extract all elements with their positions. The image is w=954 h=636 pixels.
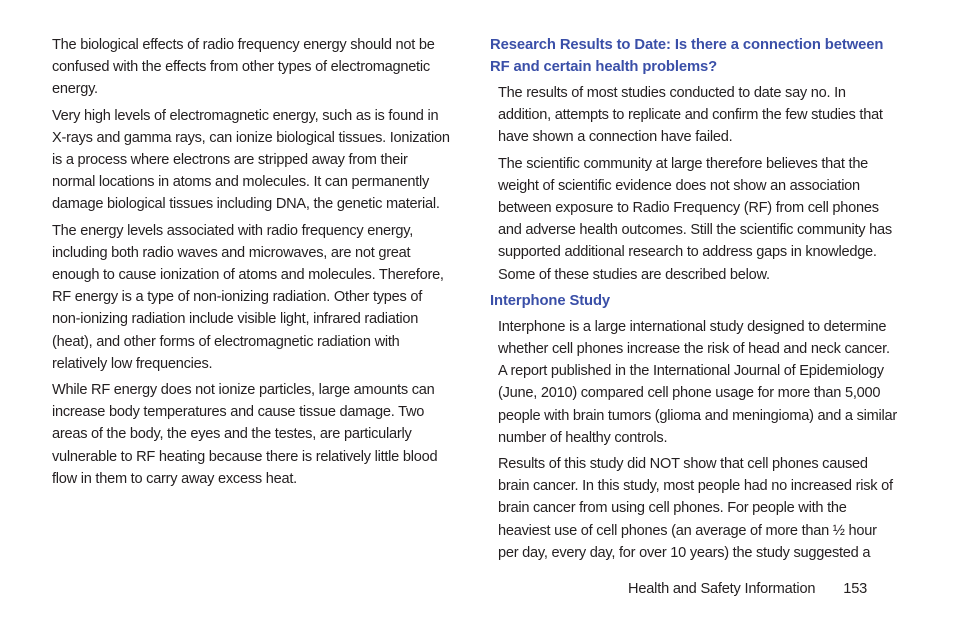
right-column — [490, 34, 900, 568]
body-paragraph: The scientific community at large therefore believes that the weight of scientific evidence does not show an association between exposure to Radio Frequency (RF) from cell phones and adverse health outcomes. Still the scientific community has supported additional research to address gaps in knowledge. Some of these studies are described below. — [498, 155, 892, 283]
body-paragraph: Results of this study did NOT show that cell phones caused brain cancer. In this study, most people had no increased risk of brain cancer from using cell phones. For people with the heaviest use of cell phones (an average of more than ½ hour per day, every day, for over 10 years) the study suggested a — [498, 456, 893, 561]
page-number: 153 — [843, 581, 868, 597]
sub-heading: Interphone Study — [490, 292, 611, 309]
body-paragraph: While RF energy does not ionize particles, large amounts can increase body temperatures and cause tissue damage. Two areas of the body, the eyes and the testes, are particularly vulnerable to RF heating because there is relatively little blood flow in them to carry away excess heat. — [52, 382, 438, 487]
body-paragraph: The energy levels associated with radio frequency energy, including both radio waves and microwaves, are not great enough to cause ionization of atoms and molecules. Therefore, RF energy is a type of non-ionizing radiation. Other types of non-ionizing radiation include visible light, infrared radiation (heat), and other forms of electromagnetic radiation with relatively low frequencies. — [52, 222, 444, 372]
footer-section-title: Health and Safety Information — [628, 581, 816, 597]
left-column — [52, 34, 452, 494]
body-paragraph: Very high levels of electromagnetic energy, such as is found in X-rays and gamma rays, can ionize biological tissues. Ionization is a process where electrons are stripped away from their normal locations in atoms and molecules. It can permanently damage biological tissues including DNA, the genetic material. — [52, 107, 450, 213]
body-paragraph: The results of most studies conducted to date say no. In addition, attempts to replicate and confirm the few studies that have shown a connection have failed. — [498, 85, 883, 146]
section-heading: Research Results to Date: Is there a connection between RF and certain health problems? — [490, 37, 884, 75]
body-paragraph: The biological effects of radio frequency energy should not be confused with the effects from other types of electromagnetic energy. — [52, 37, 435, 98]
body-paragraph: Interphone is a large international study designed to determine whether cell phones increase the risk of head and neck cancer. A report published in the International Journal of Epidemiology (June, 2010) compared cell phone usage for more than 5,000 people with brain tumors (glioma and meningioma) and a similar number of healthy controls. — [498, 318, 897, 446]
page-footer — [628, 578, 867, 600]
